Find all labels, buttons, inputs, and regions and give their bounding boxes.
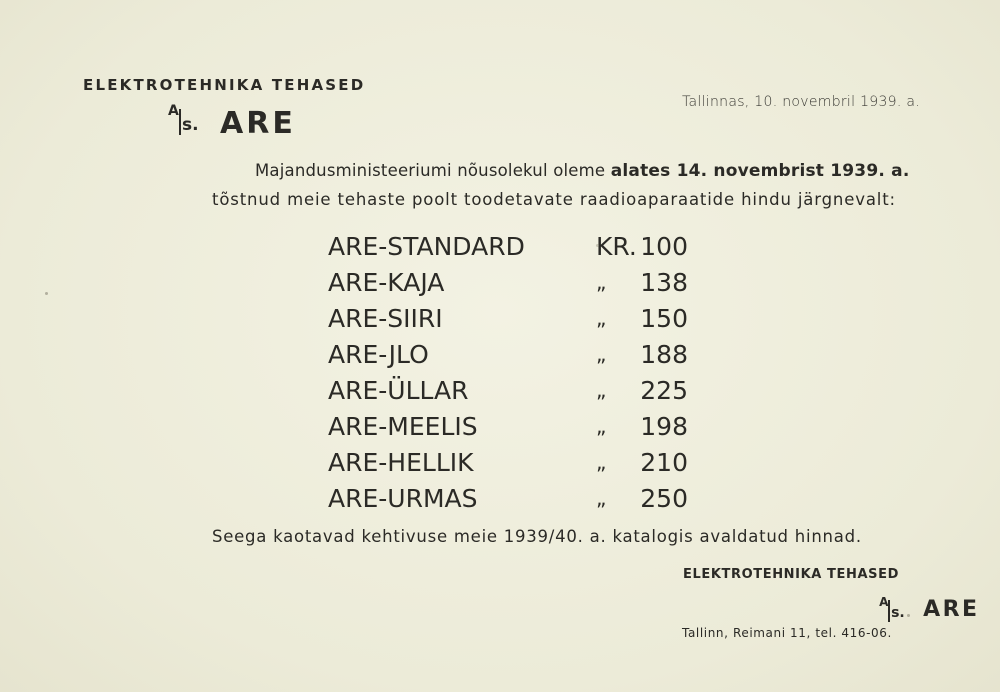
intro-line-1 [255,161,909,181]
model-name: ARE-STANDARD [328,232,525,261]
price-row [328,268,708,304]
company-logo-footer [879,595,999,625]
company-address: Tallinn, Reimani 11, tel. 416-06. [682,626,892,640]
model-price: 150 [640,304,688,333]
closing-note: Seega kaotavad kehtivuse meie 1939/40. a. katalogis avaldatud hinnad. [212,527,862,546]
model-name: ARE-JLO [328,340,429,369]
price-row [328,484,708,520]
company-name-header: ELEKTROTEHNIKA TEHASED [83,76,366,94]
logo-bar [888,600,890,622]
model-name: ARE-ÜLLAR [328,376,469,405]
price-row [328,232,708,268]
model-name: ARE-URMAS [328,484,478,513]
ditto-mark: „ [596,414,607,438]
currency-label: KR. [596,232,637,261]
logo-a: A [168,103,179,119]
model-price: 210 [640,448,688,477]
paper-speck [45,292,48,295]
paper-speck [907,614,910,617]
logo-are: ARE [220,106,296,141]
model-price: 198 [640,412,688,441]
ditto-mark: „ [596,450,607,474]
paper-speck [596,244,599,247]
ditto-mark: „ [596,342,607,366]
logo-s: s. [891,605,905,621]
price-row [328,412,708,448]
intro-line-2: tõstnud meie tehaste poolt toodetavate raadioaparaatide hindu järgnevalt: [212,190,896,209]
logo-are: ARE [923,597,980,622]
ditto-mark: „ [596,306,607,330]
model-name: ARE-KAJA [328,268,445,297]
price-row [328,340,708,376]
model-name: ARE-SIIRI [328,304,443,333]
price-row [328,304,708,340]
ditto-mark: „ [596,270,607,294]
logo-a: A [879,595,889,609]
date-line: Tallinnas, 10. novembril 1939. a. [682,94,921,110]
ditto-mark: „ [596,486,607,510]
model-price: 225 [640,376,688,405]
logo-s: s. [182,115,199,135]
model-name: ARE-MEELIS [328,412,478,441]
model-price: 250 [640,484,688,513]
price-row [328,448,708,484]
model-price: 188 [640,340,688,369]
model-name: ARE-HELLIK [328,448,474,477]
ditto-mark: „ [596,378,607,402]
intro-line-1-bold: alates 14. novembrist 1939. a. [610,161,910,181]
model-price: 100 [640,232,688,261]
company-name-footer: ELEKTROTEHNIKA TEHASED [683,567,899,582]
logo-bar [179,109,181,135]
model-price: 138 [640,268,688,297]
company-logo [168,103,308,139]
price-row [328,376,708,412]
intro-line-1-plain: Majandusministeeriumi nõusolekul oleme [255,161,611,180]
